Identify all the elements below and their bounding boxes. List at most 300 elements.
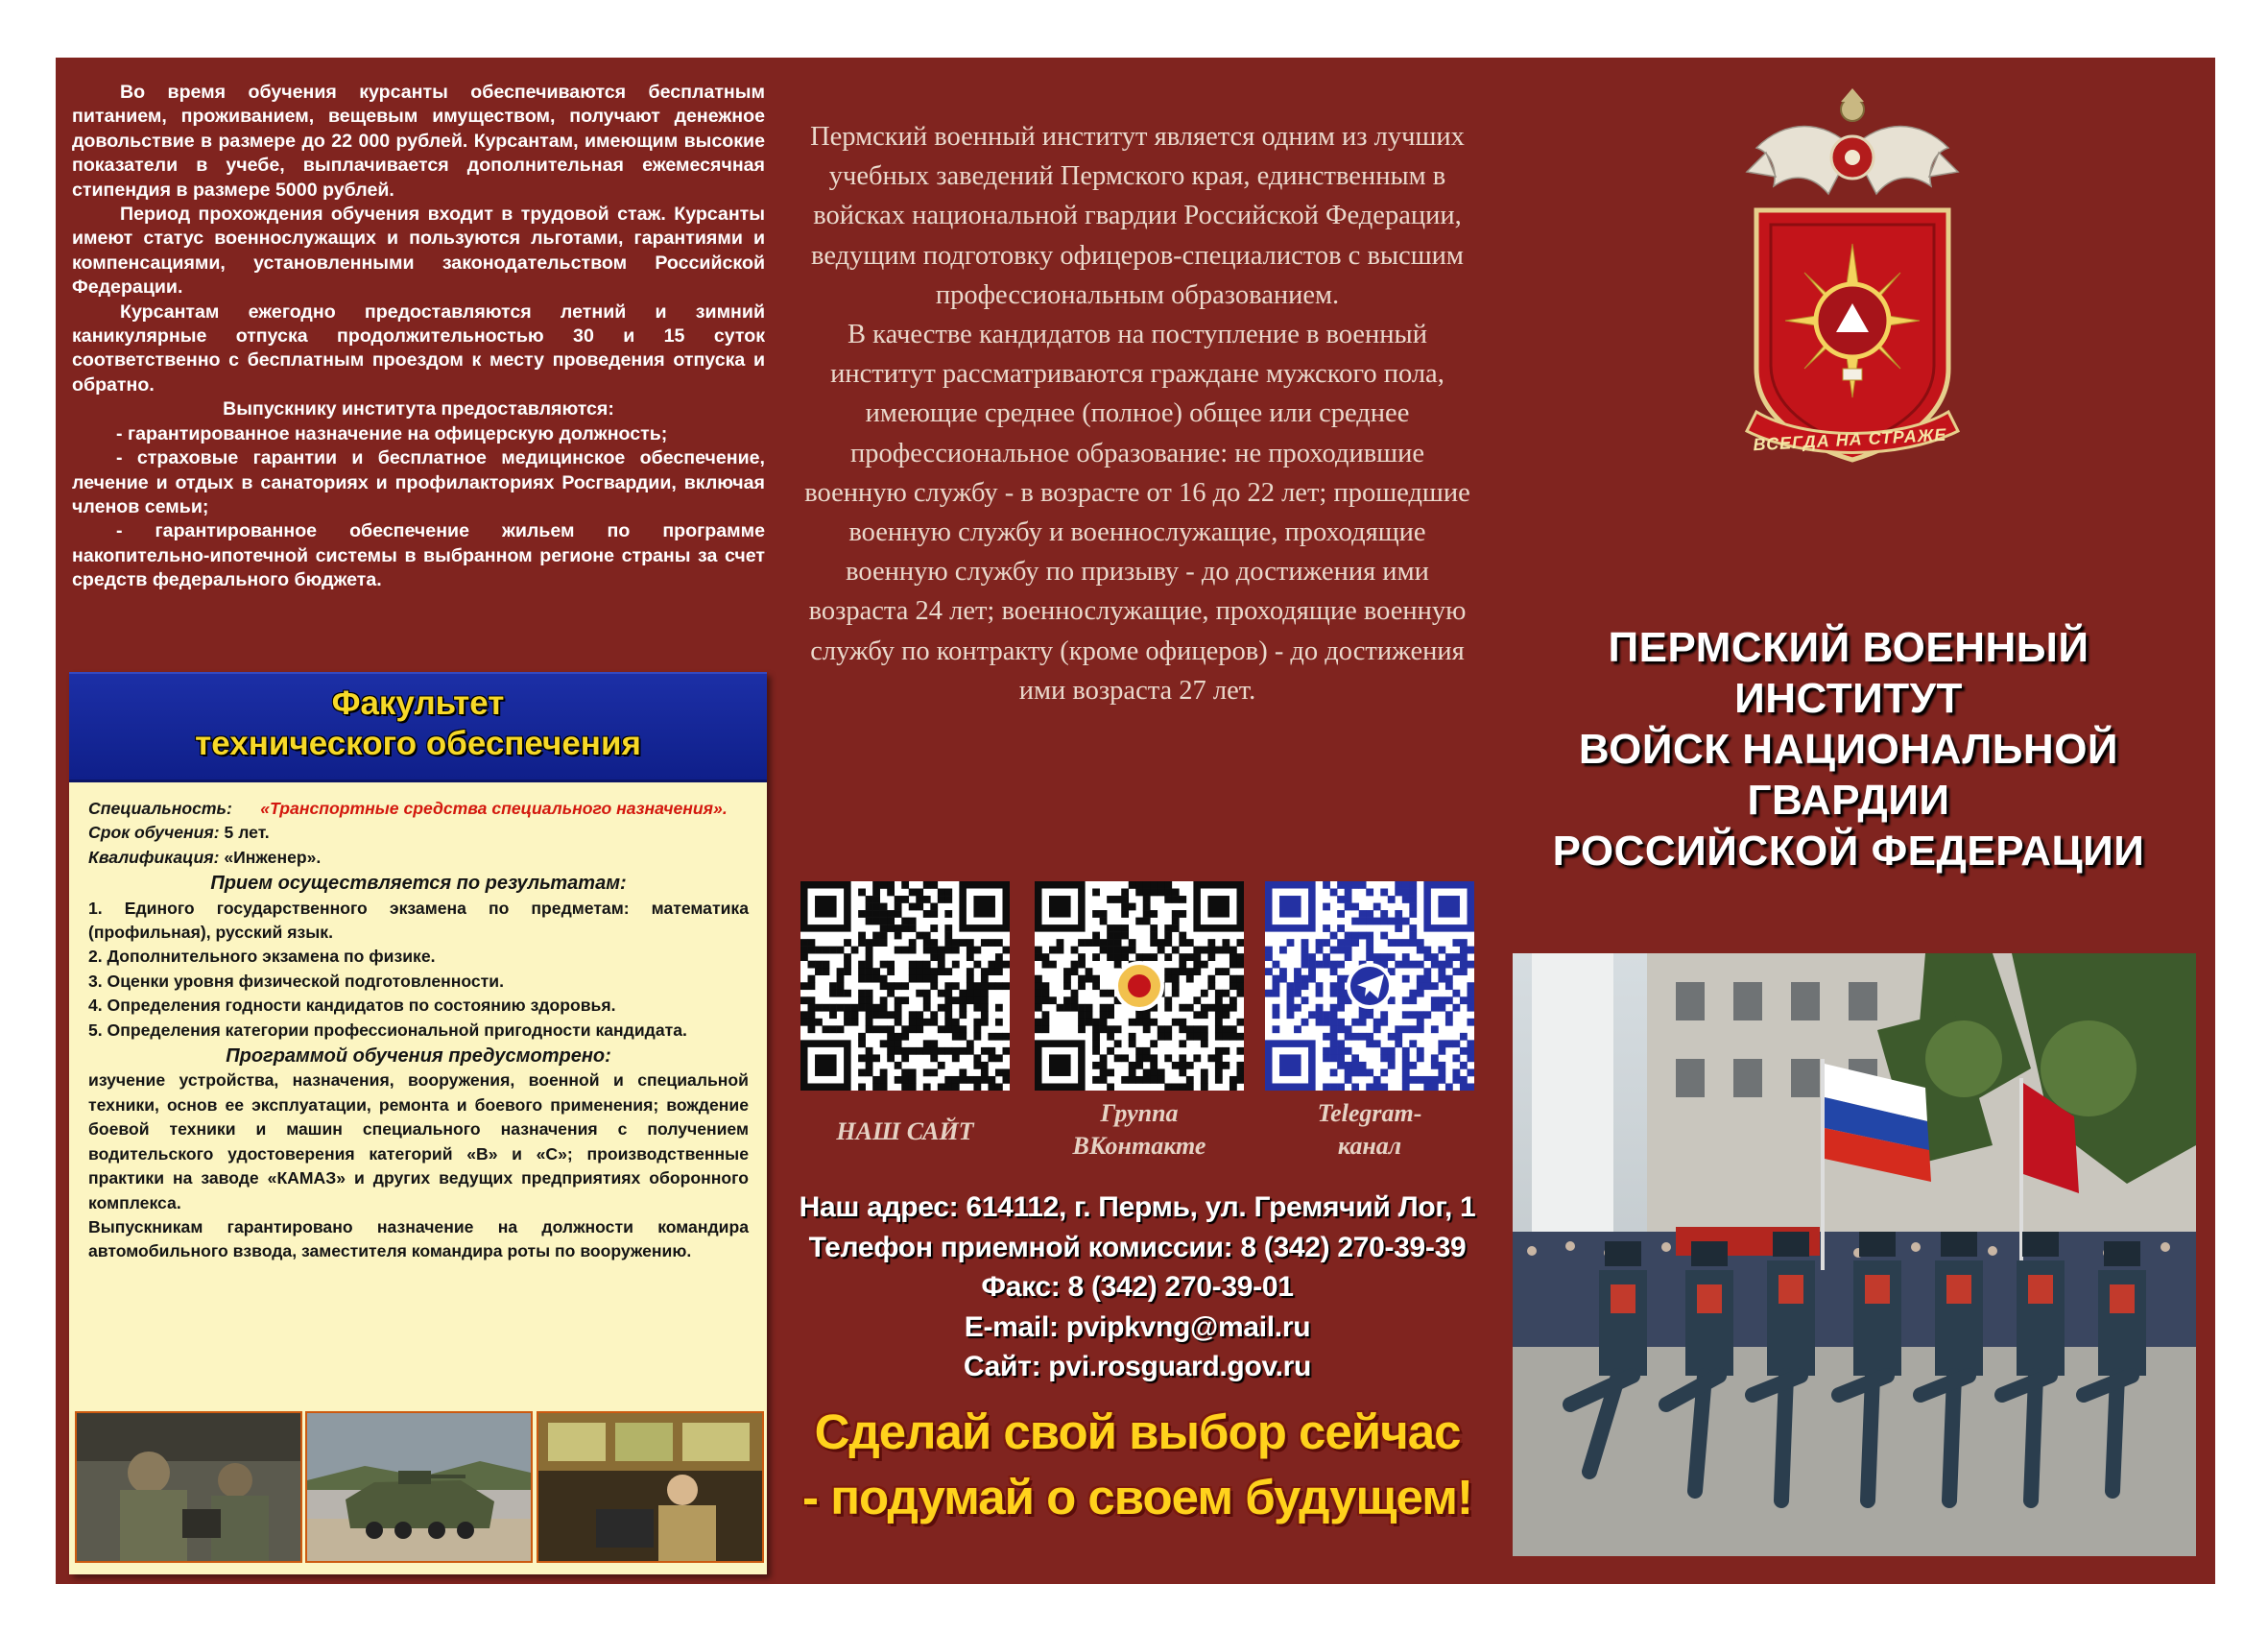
qr-module: [1179, 1019, 1186, 1026]
qr-module: [901, 1076, 909, 1084]
qr-module: [923, 1004, 931, 1012]
qr-module: [1135, 1076, 1143, 1084]
qr-module: [909, 939, 917, 947]
qr-module: [1129, 1019, 1136, 1026]
qr-module: [1150, 889, 1158, 897]
qr-module: [1150, 1040, 1158, 1047]
qr-module: [1423, 1011, 1431, 1019]
qr-module: [1294, 982, 1301, 990]
graduate-item: - гарантированное обеспечение жильем по программе накопительно-ипотечной системы в выбранном регионе страны за счет средств федерального бюджета.: [72, 520, 765, 591]
qr-module: [959, 1033, 967, 1041]
qr-module: [938, 1047, 945, 1055]
qr-module: [1445, 975, 1453, 983]
qr-module: [1445, 982, 1453, 990]
qr-module: [1417, 939, 1424, 947]
qr-module: [823, 947, 830, 954]
qr-module: [1107, 1025, 1114, 1033]
qr-module: [1345, 903, 1352, 911]
qr-module: [1330, 961, 1338, 969]
qr-module: [1388, 896, 1396, 903]
qr-module: [1337, 1047, 1345, 1055]
qr-module: [909, 1025, 917, 1033]
qr-module: [1193, 1025, 1201, 1033]
qr-module: [1265, 990, 1273, 997]
qr-module: [1273, 1011, 1280, 1019]
qr-module: [1402, 1068, 1410, 1076]
qr-module: [851, 1004, 859, 1012]
qr-module: [1158, 881, 1165, 889]
email-line[interactable]: E-mail: pvipkvng@mail.ru: [964, 1310, 1311, 1343]
qr-module: [880, 932, 888, 940]
qr-module: [1100, 939, 1108, 947]
qr-module: [1215, 1047, 1223, 1055]
qr-module: [858, 910, 866, 918]
qr-module: [1042, 1011, 1050, 1019]
benefits-text: [72, 81, 765, 593]
qr-module: [1092, 1033, 1100, 1041]
qr-module: [880, 910, 888, 918]
qr-module: [1143, 953, 1151, 961]
qr-module: [1186, 1062, 1194, 1069]
qr-module: [1207, 953, 1215, 961]
qr-module: [1114, 1040, 1122, 1047]
qr-module: [930, 1019, 938, 1026]
qr-module: [988, 1076, 995, 1084]
qr-module: [1431, 953, 1439, 961]
qr-module: [1287, 1011, 1295, 1019]
qr-module: [1417, 975, 1424, 983]
qr-module: [895, 924, 902, 932]
qr-module: [887, 1033, 895, 1041]
qr-module: [1330, 1054, 1338, 1062]
vehicle-crew-photo: [75, 1411, 302, 1563]
qr-module: [858, 1004, 866, 1012]
qr-module: [1002, 1047, 1010, 1055]
qr-module: [1078, 1004, 1086, 1012]
parade-photo: [1513, 953, 2196, 1556]
qr-module: [973, 1083, 981, 1091]
qr-module: [1179, 896, 1186, 903]
qr-module: [909, 1083, 917, 1091]
qr-module: [837, 1025, 845, 1033]
qr-module: [1042, 990, 1050, 997]
qr-module: [1330, 1040, 1338, 1047]
qr-module: [1164, 1054, 1172, 1062]
qr-module: [1035, 996, 1042, 1004]
qr-module: [1460, 1062, 1468, 1069]
qr-module: [988, 1033, 995, 1041]
qr-module: [880, 996, 888, 1004]
qr-module: [887, 881, 895, 889]
qr-module: [1078, 1019, 1086, 1026]
qr-module: [1002, 1076, 1010, 1084]
qr-module: [930, 910, 938, 918]
qr-module: [895, 1047, 902, 1055]
qr-module: [1121, 932, 1129, 940]
admission-heading: Прием осуществляется по результатам:: [210, 873, 627, 895]
qr-module: [800, 982, 808, 990]
armored-vehicle-photo: [305, 1411, 533, 1563]
qr-module: [872, 896, 880, 903]
qr-module: [844, 990, 851, 997]
qr-module: [1409, 932, 1417, 940]
qr-module: [952, 1025, 960, 1033]
qr-module: [1057, 939, 1064, 947]
qr-module: [844, 953, 851, 961]
benefits-paragraph: Курсантам ежегодно предоставляются летний и зимний каникулярные отпуска продолжительностью 30 и 15 суток соответственно с бесплатным проездом к месту проведения отпуска и обратно.: [72, 300, 765, 396]
qr-module: [829, 1025, 837, 1033]
qr-module: [895, 1019, 902, 1026]
qr-module: [973, 982, 981, 990]
qr-module: [1467, 947, 1474, 954]
qr-module: [1086, 968, 1093, 975]
qr-module: [1265, 947, 1273, 954]
qr-module: [1229, 1033, 1237, 1041]
qr-module: [1467, 1019, 1474, 1026]
qr-module: [872, 1083, 880, 1091]
admission-item: 4. Определения годности кандидатов по состоянию здоровья.: [88, 996, 616, 1016]
qr-module: [866, 961, 873, 969]
admission-item: 5. Определения категории профессиональной пригодности кандидата.: [88, 1020, 687, 1040]
qr-module: [895, 996, 902, 1004]
qr-module: [1092, 1047, 1100, 1055]
qr-module: [1143, 1019, 1151, 1026]
qr-module: [1172, 1083, 1180, 1091]
qr-module: [1366, 918, 1373, 925]
qr-module: [1135, 1019, 1143, 1026]
qr-module: [1158, 1033, 1165, 1041]
qr-module: [967, 990, 974, 997]
qr-module: [988, 982, 995, 990]
qr-module: [866, 953, 873, 961]
qr-module: [1273, 990, 1280, 997]
qr-module: [1035, 953, 1042, 961]
qr-module: [1193, 968, 1201, 975]
qr-module: [1438, 968, 1445, 975]
qr-module: [1143, 1047, 1151, 1055]
qr-module: [944, 1025, 952, 1033]
qr-module: [923, 1047, 931, 1055]
qr-module: [1129, 881, 1136, 889]
qr-module: [1345, 1025, 1352, 1033]
qr-module: [1222, 1004, 1229, 1012]
qr-code-telegram[interactable]: [1265, 881, 1474, 1091]
qr-module: [923, 1040, 931, 1047]
qr-module: [1345, 896, 1352, 903]
qr-module: [1467, 996, 1474, 1004]
qr-module: [1460, 1047, 1468, 1055]
qr-module: [1417, 961, 1424, 969]
qr-module: [1078, 939, 1086, 947]
qr-module: [923, 990, 931, 997]
qr-module: [887, 924, 895, 932]
qr-module: [1143, 903, 1151, 911]
qr-module: [973, 1054, 981, 1062]
qr-module: [1236, 1076, 1244, 1084]
qr-module: [1301, 996, 1309, 1004]
qr-module: [1107, 1068, 1114, 1076]
qr-module: [1345, 1047, 1352, 1055]
qr-module: [923, 1083, 931, 1091]
qr-module: [1215, 990, 1223, 997]
qr-module: [844, 1019, 851, 1026]
qr-module: [1366, 1033, 1373, 1041]
qr-module: [880, 1068, 888, 1076]
qr-module: [1193, 1054, 1201, 1062]
qr-module: [1279, 975, 1287, 983]
qr-module: [1121, 903, 1129, 911]
qr-module: [1179, 939, 1186, 947]
qr-module: [808, 947, 816, 954]
qr-module: [895, 947, 902, 954]
qr-module: [1092, 953, 1100, 961]
qr-module: [1186, 1033, 1194, 1041]
qr-module: [1323, 903, 1330, 911]
qr-module: [895, 1004, 902, 1012]
qr-module: [1445, 1083, 1453, 1091]
qr-module: [1201, 1068, 1208, 1076]
qr-module: [829, 1011, 837, 1019]
qr-module: [866, 947, 873, 954]
qr-module: [829, 1004, 837, 1012]
qr-module: [1294, 975, 1301, 983]
qr-module: [895, 896, 902, 903]
qr-module: [1467, 1068, 1474, 1076]
qr-module: [1337, 1004, 1345, 1012]
emblem-motto: ВСЕГДА НА СТРАЖЕ: [1753, 424, 1947, 455]
qr-module: [1078, 1011, 1086, 1019]
qr-module: [1215, 1019, 1223, 1026]
qr-module: [1323, 1019, 1330, 1026]
qr-module: [1323, 924, 1330, 932]
qr-module: [981, 1019, 989, 1026]
qr-module: [1179, 932, 1186, 940]
qr-module: [800, 947, 808, 954]
qr-module: [1366, 1083, 1373, 1091]
qr-module: [1150, 939, 1158, 947]
qr-module: [938, 1062, 945, 1069]
qr-module: [1460, 939, 1468, 947]
phone-line[interactable]: Телефон приемной комиссии: 8 (342) 270-39-39: [808, 1231, 1467, 1263]
qr-module: [1215, 1025, 1223, 1033]
qr-module: [1308, 975, 1316, 983]
qr-module: [872, 903, 880, 911]
qr-module: [1323, 1033, 1330, 1041]
specialty-value: «Транспортные средства специального назначения».: [260, 799, 728, 818]
qr-module: [1164, 881, 1172, 889]
qr-module: [1417, 982, 1424, 990]
qr-module: [1359, 1033, 1367, 1041]
qr-module: [1236, 1033, 1244, 1041]
qr-module: [1121, 924, 1129, 932]
qr-module: [866, 990, 873, 997]
qr-module: [1308, 968, 1316, 975]
qr-module: [1236, 1047, 1244, 1055]
qr-module: [1308, 961, 1316, 969]
qr-module: [1207, 982, 1215, 990]
qr-module: [1330, 968, 1338, 975]
qr-module: [1057, 1004, 1064, 1012]
qr-module: [1042, 953, 1050, 961]
qr-module: [1395, 939, 1402, 947]
qr-module: [1193, 953, 1201, 961]
qr-module: [823, 961, 830, 969]
qr-module: [1222, 1025, 1229, 1033]
qr-module: [1107, 1004, 1114, 1012]
qr-module: [1172, 910, 1180, 918]
qr-module: [1273, 961, 1280, 969]
qr-module: [851, 1019, 859, 1026]
qr-module: [1388, 1062, 1396, 1069]
qr-caption-line: НАШ САЙТ: [836, 1117, 974, 1145]
qr-module: [1229, 982, 1237, 990]
qr-module: [1186, 1025, 1194, 1033]
qr-module: [1092, 1076, 1100, 1084]
qr-module: [800, 953, 808, 961]
qr-module: [1366, 947, 1373, 954]
qr-module: [1207, 947, 1215, 954]
qr-module: [1345, 1062, 1352, 1069]
qr-module: [887, 889, 895, 897]
qr-module: [952, 982, 960, 990]
qr-module: [909, 1068, 917, 1076]
qr-module: [1409, 996, 1417, 1004]
qr-module: [1129, 1040, 1136, 1047]
qr-module: [1078, 953, 1086, 961]
qr-module: [967, 968, 974, 975]
qr-module: [895, 932, 902, 940]
qr-module: [952, 947, 960, 954]
qr-module: [1186, 1076, 1194, 1084]
qr-module: [1373, 1040, 1381, 1047]
qr-module: [1337, 1083, 1345, 1091]
qr-module: [1460, 968, 1468, 975]
qr-module: [1114, 1054, 1122, 1062]
qr-module: [895, 910, 902, 918]
qr-module: [1143, 918, 1151, 925]
qr-module: [1179, 1062, 1186, 1069]
qr-module: [1150, 881, 1158, 889]
qr-module: [930, 947, 938, 954]
qr-module: [1229, 1004, 1237, 1012]
qr-module: [1388, 953, 1396, 961]
qr-module: [1409, 1025, 1417, 1033]
qr-module: [887, 961, 895, 969]
qr-module: [1323, 881, 1330, 889]
qr-module: [938, 1004, 945, 1012]
qr-module: [1042, 982, 1050, 990]
qr-module: [988, 939, 995, 947]
qr-module: [1186, 968, 1194, 975]
qr-module: [959, 1025, 967, 1033]
qr-module: [829, 947, 837, 954]
qr-code-vk[interactable]: [1035, 881, 1244, 1091]
qr-module: [1063, 975, 1071, 983]
qr-caption-line: Telegram-: [1317, 1099, 1422, 1127]
qr-module: [1345, 881, 1352, 889]
term-value: 5 лет.: [224, 823, 270, 843]
qr-module: [1467, 1047, 1474, 1055]
qr-module: [1359, 932, 1367, 940]
qr-module: [973, 1025, 981, 1033]
qr-module: [1172, 982, 1180, 990]
qr-module: [1294, 1004, 1301, 1012]
qr-module: [1337, 1025, 1345, 1033]
qr-module: [866, 1025, 873, 1033]
qr-module: [1135, 918, 1143, 925]
qr-module: [1373, 953, 1381, 961]
qr-module: [909, 1011, 917, 1019]
qr-module: [944, 1019, 952, 1026]
qr-module: [1222, 968, 1229, 975]
qr-module: [1201, 1025, 1208, 1033]
qr-module: [967, 939, 974, 947]
qr-module: [1467, 1004, 1474, 1012]
qr-module: [1294, 1025, 1301, 1033]
qr-module: [923, 881, 931, 889]
qr-module: [1294, 968, 1301, 975]
qr-module: [1409, 990, 1417, 997]
qr-module: [1158, 889, 1165, 897]
qr-module: [981, 996, 989, 1004]
qr-module: [930, 953, 938, 961]
qr-module: [901, 1025, 909, 1033]
qr-module: [887, 982, 895, 990]
qr-module: [1452, 990, 1460, 997]
qr-module: [952, 961, 960, 969]
qr-module: [1035, 1004, 1042, 1012]
qr-module: [1229, 1025, 1237, 1033]
driving-simulator-photo: [537, 1411, 764, 1563]
qr-module: [944, 1076, 952, 1084]
qr-module: [858, 968, 866, 975]
qr-module: [916, 903, 923, 911]
qr-module: [1409, 1011, 1417, 1019]
qr-module: [1100, 910, 1108, 918]
qr-module: [930, 881, 938, 889]
qr-module: [1409, 910, 1417, 918]
qr-module: [1071, 996, 1079, 1004]
qr-code-site[interactable]: [800, 881, 1010, 1091]
qr-module: [1402, 1062, 1410, 1069]
address-line: Наш адрес: 614112, г. Пермь, ул. Гремячий Лог, 1: [799, 1191, 1476, 1223]
qr-module: [1351, 1068, 1359, 1076]
website-line[interactable]: Сайт: pvi.rosguard.gov.ru: [963, 1351, 1312, 1382]
qr-module: [1359, 1062, 1367, 1069]
qr-module: [930, 1054, 938, 1062]
qr-module: [1316, 990, 1324, 997]
qr-module: [1301, 947, 1309, 954]
qr-module: [1114, 961, 1122, 969]
benefits-paragraph: Период прохождения обучения входит в трудовой стаж. Курсанты имеют статус военнослужащих и пользуются льготами, гарантиями и компенсациями, установленными законодательством Российской Федерации.: [72, 204, 765, 299]
qr-module: [909, 903, 917, 911]
qr-module: [1417, 1011, 1424, 1019]
term-label: Срок обучения:: [88, 823, 220, 843]
qr-module: [973, 947, 981, 954]
qr-module: [1129, 1076, 1136, 1084]
qr-module: [1121, 1054, 1129, 1062]
qr-module: [866, 918, 873, 925]
qr-module: [1164, 975, 1172, 983]
qr-module: [959, 939, 967, 947]
qr-finder-center: [815, 1054, 837, 1076]
qr-module: [1417, 990, 1424, 997]
qr-module: [1438, 1068, 1445, 1076]
qr-module: [1409, 881, 1417, 889]
qr-module: [901, 924, 909, 932]
qr-module: [1373, 903, 1381, 911]
qr-module: [1323, 1054, 1330, 1062]
